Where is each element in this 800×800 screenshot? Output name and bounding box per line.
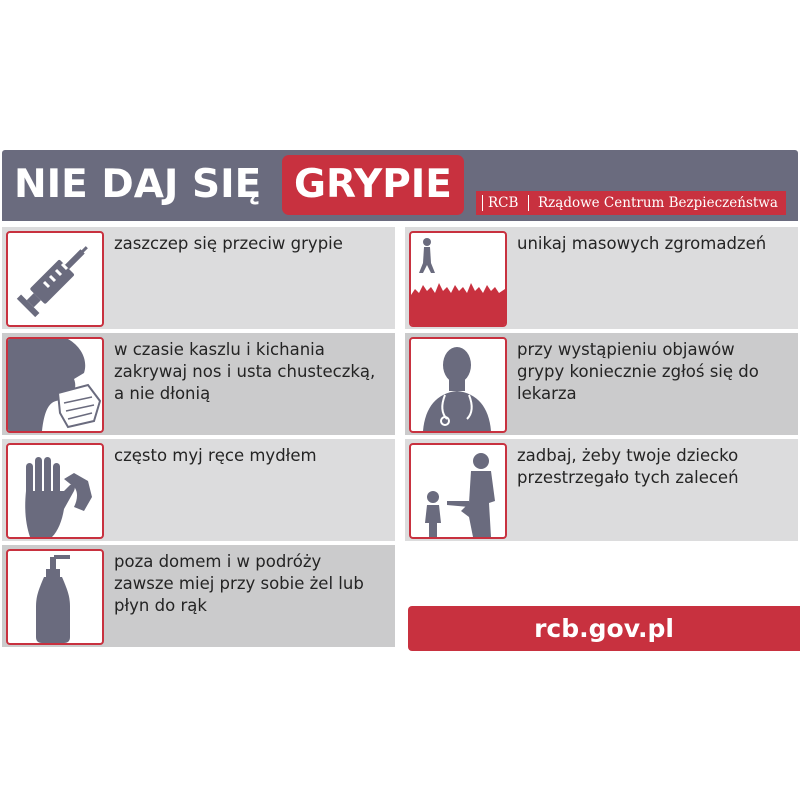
- icon-frame: [6, 443, 104, 539]
- icon-frame: [6, 231, 104, 327]
- doctor-icon: [411, 339, 505, 431]
- icon-frame: [409, 231, 507, 327]
- tip-card-vaccinate: [2, 227, 395, 329]
- tip-text: często myj ręce mydłem: [114, 446, 317, 465]
- tip-card-child-care: [405, 439, 798, 541]
- header-bar: [2, 150, 798, 221]
- title-highlight-box: [282, 155, 464, 215]
- tip-text: poza domem i w podróży zawsze miej przy sobie żel lub płyn do rąk: [114, 552, 364, 615]
- website-banner[interactable]: [408, 606, 800, 651]
- tip-card-cover-cough: [2, 333, 395, 435]
- rcb-logo-badge: [476, 191, 786, 215]
- org-abbreviation: RCB: [488, 195, 519, 211]
- tip-text: przy wystąpieniu objawów grypy koniecznie zgłoś się do lekarza: [517, 340, 759, 403]
- tip-card-hand-gel: [2, 545, 395, 647]
- parent-child-icon: [411, 445, 505, 537]
- flu-prevention-poster: [0, 150, 800, 650]
- logo-divider: [528, 195, 529, 211]
- tip-text: zadbaj, żeby twoje dziecko przestrzegało tych zaleceń: [517, 446, 739, 487]
- title-main: NIE DAJ SIĘ: [14, 162, 262, 207]
- tip-card-avoid-crowds: [405, 227, 798, 329]
- icon-frame: [6, 337, 104, 433]
- tip-text: w czasie kaszlu i kichania zakrywaj nos i usta chusteczką, a nie dłonią: [114, 340, 376, 403]
- tip-card-wash-hands: [2, 439, 395, 541]
- hand-washing-icon: [8, 445, 102, 537]
- icon-frame: [409, 337, 507, 433]
- syringe-icon: [8, 233, 102, 325]
- website-link[interactable]: rcb.gov.pl: [534, 614, 674, 643]
- tip-text: zaszczep się przeciw grypie: [114, 234, 343, 253]
- icon-frame: [409, 443, 507, 539]
- tip-text: unikaj masowych zgromadzeń: [517, 234, 767, 253]
- logo-divider: [482, 195, 483, 211]
- tip-card-see-doctor: [405, 333, 798, 435]
- title-highlight: GRYPIE: [294, 162, 452, 207]
- sneeze-tissue-icon: [8, 339, 102, 431]
- icon-frame: [6, 549, 104, 645]
- hand-gel-bottle-icon: [8, 551, 102, 643]
- crowd-icon: [411, 233, 505, 325]
- org-name: Rządowe Centrum Bezpieczeństwa: [538, 195, 778, 211]
